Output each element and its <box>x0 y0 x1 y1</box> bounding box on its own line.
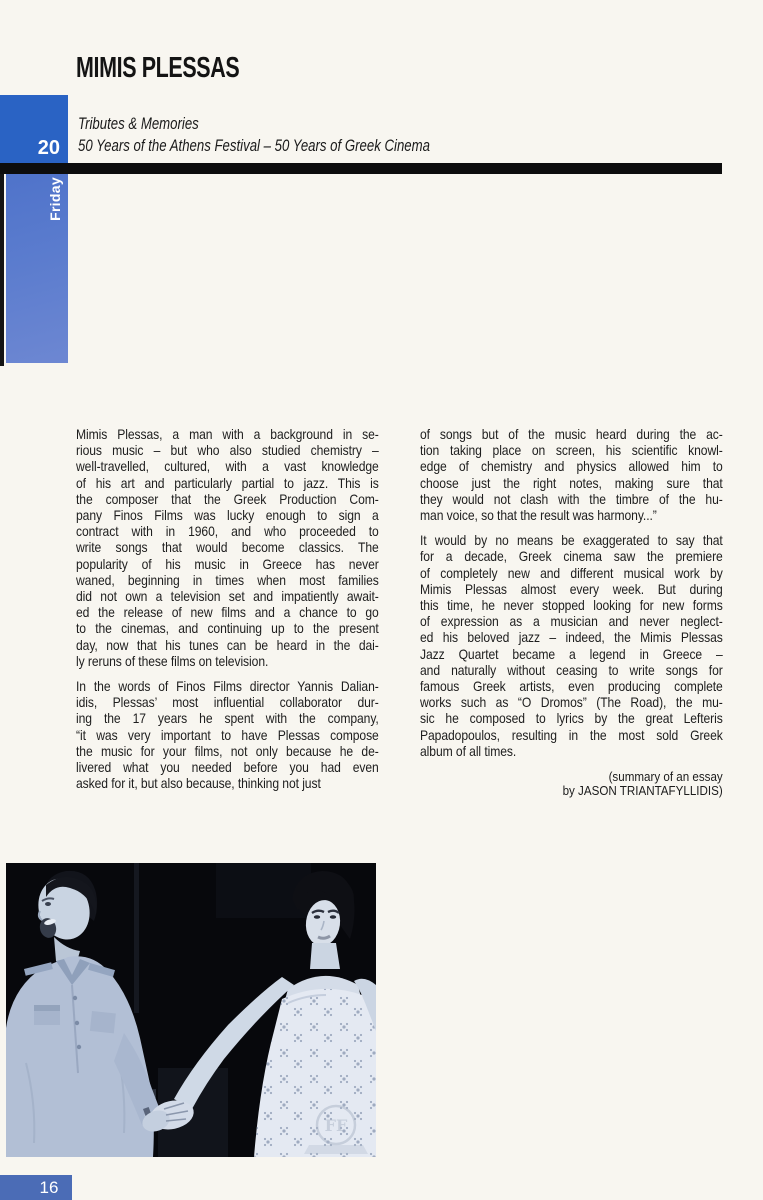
paragraph <box>420 427 723 524</box>
photo-background-beam <box>134 863 139 1013</box>
issue-number: 20 <box>37 137 60 159</box>
text-line: rious music – but who also studied chemistry – <box>76 443 379 459</box>
paragraph <box>76 679 379 792</box>
text-line: man voice, so that the result was harmony...” <box>420 508 657 524</box>
text-line: choose just the right notes, making sure that <box>420 475 723 491</box>
text-line: asked for it, but also because, thinking not just <box>76 776 321 792</box>
page-number: 16 <box>39 1177 59 1197</box>
page-edge-line <box>0 174 4 366</box>
paragraph <box>76 427 379 670</box>
article-column-left <box>76 427 379 801</box>
text-line: this time, he never stopped looking for new forms <box>420 598 723 614</box>
watermark-letters: FF <box>324 1116 348 1135</box>
text-line: well-travelled, cultured, with a vast knowledge <box>76 459 379 475</box>
text-line: they would not clash with the timbre of the hu- <box>420 491 723 507</box>
text-line: Mimis Plessas almost every week. But during <box>420 581 723 597</box>
text-line: for a decade, Greek cinema saw the premiere <box>420 549 723 565</box>
text-line: popularity of his music in Greece has never <box>76 556 379 572</box>
text-line: livered what you needed before you had even <box>76 760 379 776</box>
paragraph <box>420 533 723 760</box>
article-column-right <box>420 427 723 798</box>
text-line: works such as “O Dromos” (The Road), the mu- <box>420 695 723 711</box>
text-line: tion taking place on screen, his scientific knowl- <box>420 443 723 459</box>
page-number-box <box>0 1175 72 1200</box>
text-line: Jazz Quartet became a legend in Greece – <box>420 646 723 662</box>
text-line: Papadopoulos, resulting in the most sold Greek <box>420 727 723 743</box>
day-label: Friday <box>47 177 63 221</box>
text-line: contract with in 1960, and who proceeded to <box>76 524 379 540</box>
text-line: idis, Plessas’ most influential collaborator dur- <box>76 695 379 711</box>
text-line: edge of chemistry and physics allowed him to <box>420 459 723 475</box>
text-line: write songs that would become classics. The <box>76 540 379 556</box>
issue-number-box <box>0 95 68 163</box>
text-line: of completely new and different musical work by <box>420 565 723 581</box>
text-line: In the words of Finos Films director Yannis Dalian- <box>76 679 379 695</box>
header-rule <box>0 163 722 174</box>
film-still-image <box>6 863 376 1157</box>
text-line: of expression as a musician and never neglect- <box>420 614 723 630</box>
subtitle-line-1: Tributes & Memories <box>78 115 199 133</box>
text-line: Mimis Plessas, a man with a background in se- <box>76 427 379 442</box>
page-title: MIMIS PLESSAS <box>76 52 240 84</box>
text-line: It would by no means be exaggerated to say that <box>420 533 723 549</box>
subtitle <box>78 113 430 157</box>
text-line: by JASON TRIANTAFYLLIDIS) <box>562 782 723 798</box>
essay-credit <box>420 770 723 798</box>
text-line: to the cinemas, and continuing up to the present <box>76 621 379 637</box>
text-line: (summary of an essay <box>608 769 723 785</box>
text-line: famous Greek artists, even producing complete <box>420 679 723 695</box>
text-line: pany Finos Films was lucky enough to sign a <box>76 508 379 524</box>
text-line: waned, beginning in times when most families <box>76 572 379 588</box>
text-line: of his art and particularly partial to jazz. This is <box>76 475 379 491</box>
text-line: the music for your films, not only because he de- <box>76 743 379 759</box>
day-tab <box>6 174 68 363</box>
text-line: the composer that the Greek Production Com- <box>76 491 379 507</box>
text-line: and naturally without ceasing to write songs for <box>420 662 723 678</box>
text-line: sic he composed to lyrics by the great Lefteris <box>420 711 723 727</box>
text-line: ed his beloved jazz – indeed, the Mimis Plessas <box>420 630 723 646</box>
text-line: “it was very important to have Plessas compose <box>76 727 379 743</box>
text-line: did not own a television set and impatiently await- <box>76 589 379 605</box>
text-line: album of all times. <box>420 743 517 759</box>
subtitle-line-2: 50 Years of the Athens Festival – 50 Years of Greek Cinema <box>78 137 430 155</box>
text-line: of songs but of the music heard during the ac- <box>420 427 723 442</box>
text-line: day, now that his tunes can be heard in the dai- <box>76 637 379 653</box>
text-line: ly reruns of these films on television. <box>76 653 269 669</box>
film-still-photo <box>6 863 376 1157</box>
text-line: ed the release of new films and a chance to go <box>76 605 379 621</box>
text-line: ing the 17 years he spent with the company, <box>76 711 379 727</box>
